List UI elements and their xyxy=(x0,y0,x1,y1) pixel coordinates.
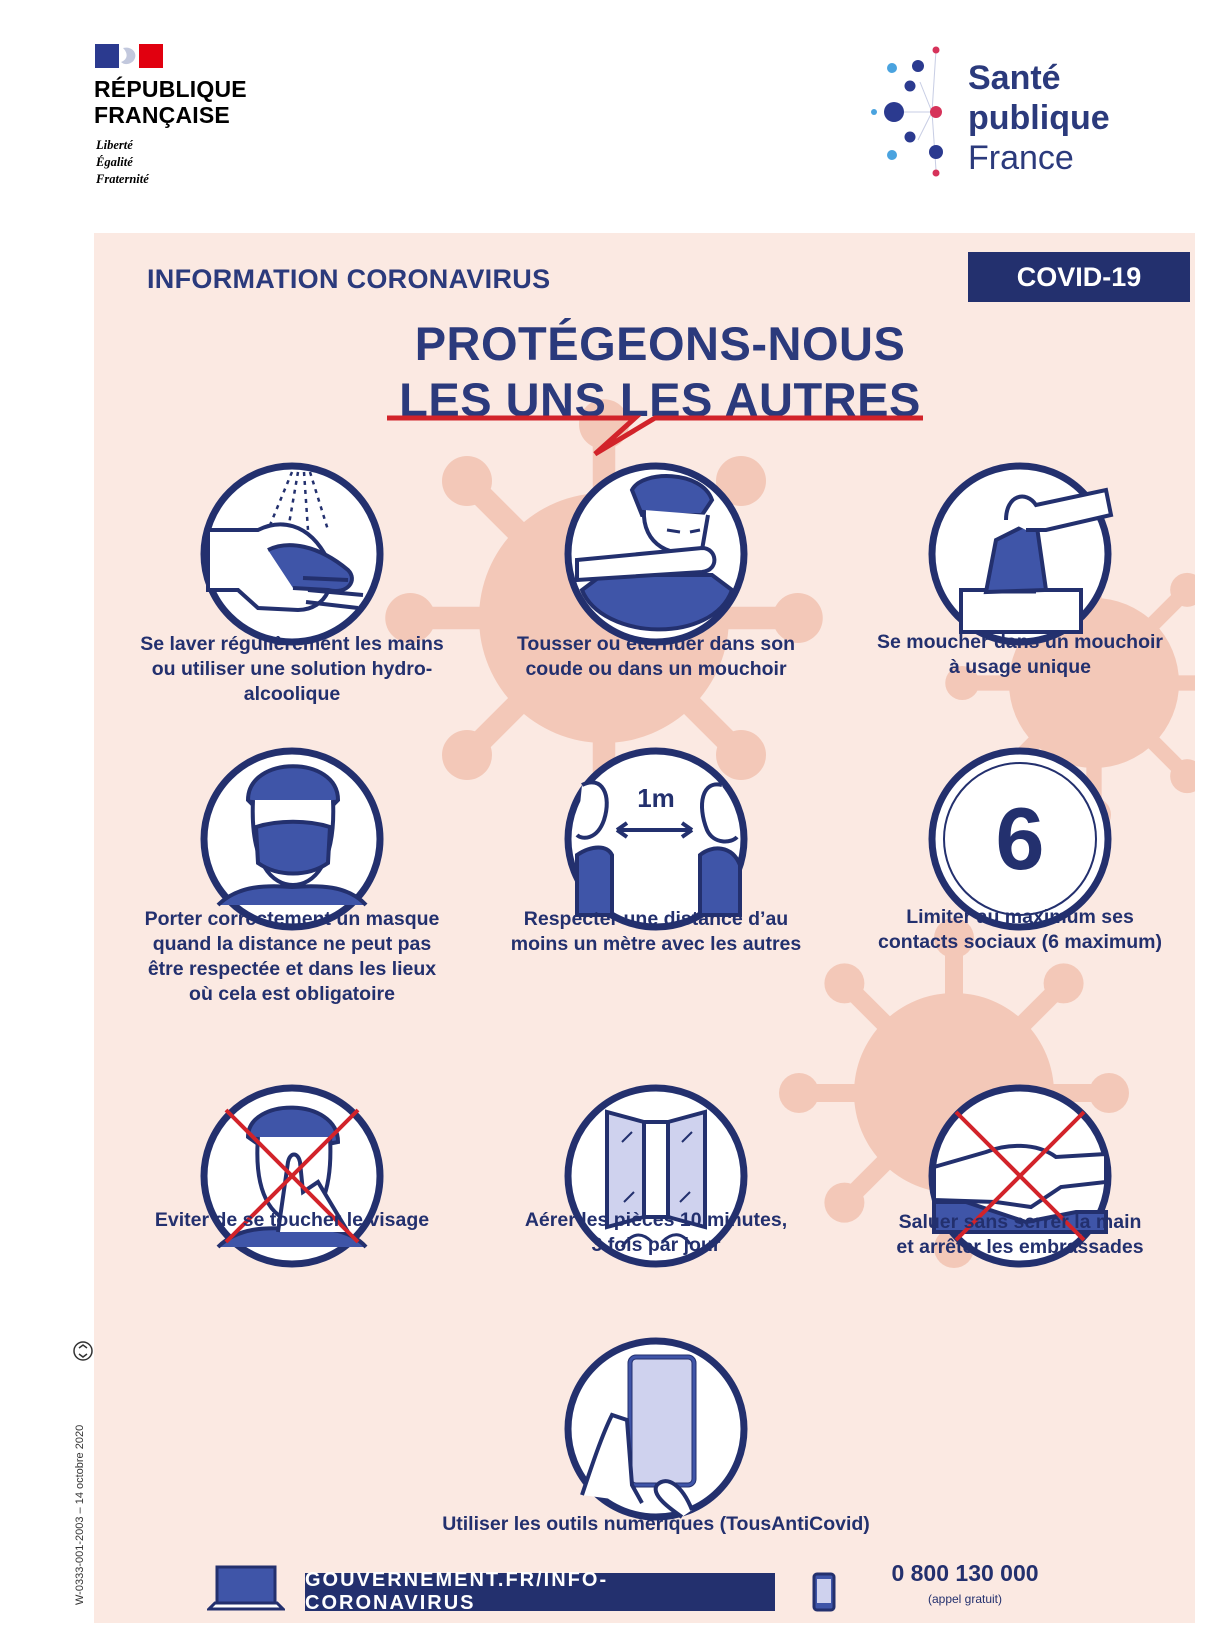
caption-line: Eviter de se toucher le visage xyxy=(154,1209,430,1231)
sante-publique-france-wordmark xyxy=(968,58,1110,178)
caption-hand-washing xyxy=(112,632,472,707)
caption-line: où cela est obligatoire xyxy=(189,983,395,1005)
caption-smartphone-app xyxy=(376,1512,936,1537)
caption-elbow-cough xyxy=(476,632,836,682)
elbow-cough-icon xyxy=(562,460,750,648)
rf-name-line2: FRANÇAISE xyxy=(94,102,230,128)
caption-line: 3 fois par jour xyxy=(591,1234,721,1256)
caption-line: à usage unique xyxy=(949,656,1091,678)
phone-number[interactable]: 0 800 130 000 xyxy=(891,1560,1039,1586)
caption-face-mask xyxy=(112,907,472,1007)
caption-line: Limiter au maximum ses xyxy=(906,906,1134,928)
caption-line: coude ou dans un mouchoir xyxy=(525,658,787,680)
republique-motto xyxy=(96,137,149,188)
caption-no-face-touch xyxy=(112,1208,472,1233)
motto-egalite: Égalité xyxy=(96,155,133,169)
main-title-line1: PROTÉGEONS-NOUS xyxy=(414,317,906,370)
six-number: 6 xyxy=(995,789,1045,888)
hand-washing-icon xyxy=(198,460,386,648)
spf-line1: Santé xyxy=(968,59,1061,97)
motto-liberte: Liberté xyxy=(96,138,133,152)
distance-label: 1m xyxy=(637,783,675,813)
republique-francaise-flag-logo xyxy=(95,44,163,68)
caption-six-contacts xyxy=(840,905,1200,955)
caption-line: ou utiliser une solution hydro- xyxy=(151,658,433,680)
caption-line: contacts sociaux (6 maximum) xyxy=(878,931,1162,953)
caption-line: et arrêter les embrassades xyxy=(896,1236,1144,1258)
main-title-line2: LES UNS LES AUTRES xyxy=(399,373,921,426)
republique-francaise-name xyxy=(94,76,247,128)
spf-line2: publique xyxy=(968,99,1110,137)
tissue-icon xyxy=(926,460,1114,648)
caption-tissue xyxy=(840,630,1200,680)
caption-line: Aérer les pièces 10 minutes, xyxy=(524,1209,788,1231)
speech-bubble-underline xyxy=(385,412,925,462)
document-reference-code: W-0333-001-2003 – 14 octobre 2020 xyxy=(74,1424,86,1605)
caption-distance xyxy=(476,907,836,957)
rf-name-line1: RÉPUBLIQUE xyxy=(94,76,247,102)
mobile-phone-icon xyxy=(812,1572,836,1612)
caption-line: être respectée et dans les lieux xyxy=(147,958,437,980)
recycle-icon xyxy=(72,1340,94,1362)
caption-line: Porter correctement un masque xyxy=(144,908,440,930)
caption-line: Utiliser les outils numériques (TousAntiCovid) xyxy=(442,1513,870,1535)
caption-line: Se laver régulièrement les mains xyxy=(140,633,444,655)
caption-open-window xyxy=(476,1208,836,1258)
distance-icon xyxy=(562,745,750,933)
motto-fraternite: Fraternité xyxy=(96,172,149,186)
caption-line: Tousser ou éternuer dans son xyxy=(516,633,796,655)
no-face-touch-icon xyxy=(198,1082,386,1270)
caption-line: Respecter une distance d’au xyxy=(523,908,789,930)
caption-line: Saluer sans serrer la main xyxy=(898,1211,1142,1233)
sante-publique-network-logo xyxy=(860,40,960,190)
information-coronavirus-heading: INFORMATION CORONAVIRUS xyxy=(147,264,551,294)
caption-line: Se moucher dans un mouchoir xyxy=(876,631,1164,653)
spf-line3: France xyxy=(968,139,1074,177)
phone-note: (appel gratuit) xyxy=(927,1592,1003,1606)
face-mask-icon xyxy=(198,745,386,933)
caption-line: moins un mètre avec les autres xyxy=(510,933,802,955)
website-link[interactable]: GOUVERNEMENT.FR/INFO-CORONAVIRUS xyxy=(305,1573,775,1611)
caption-line: alcoolique xyxy=(243,683,341,705)
caption-line: quand la distance ne peut pas xyxy=(152,933,432,955)
covid-19-badge: COVID-19 xyxy=(968,252,1190,302)
smartphone-app-icon xyxy=(562,1335,750,1523)
laptop-icon xyxy=(207,1565,285,1613)
caption-no-handshake xyxy=(840,1210,1200,1260)
